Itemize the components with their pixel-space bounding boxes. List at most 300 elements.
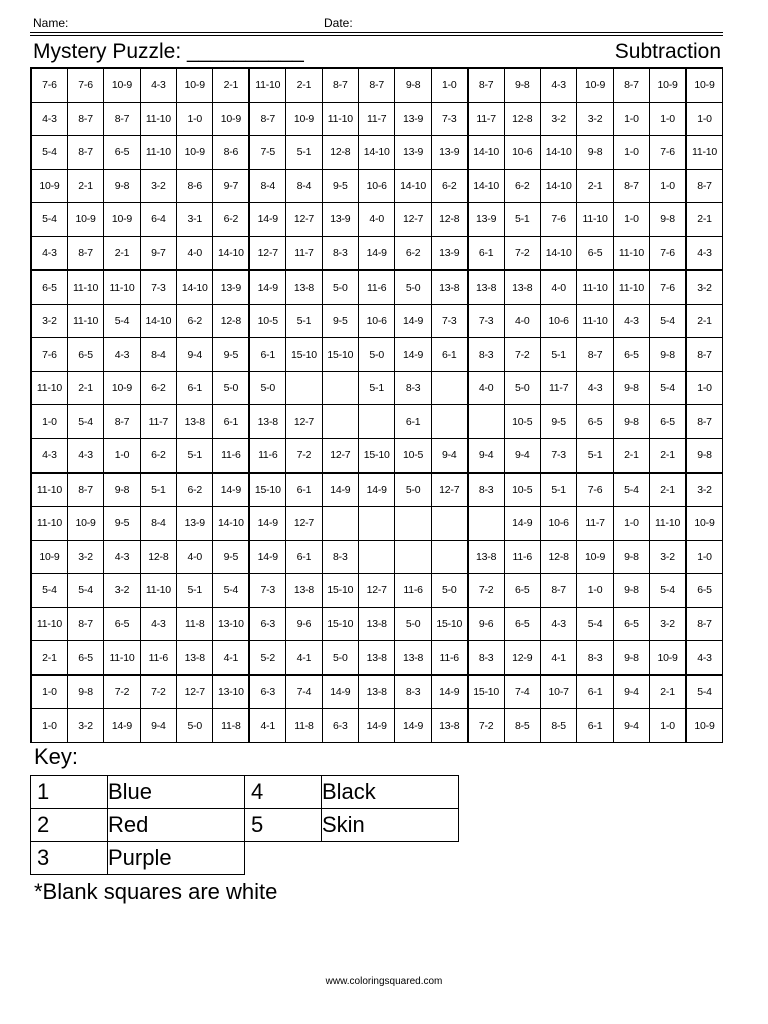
grid-cell[interactable]: 13-9 bbox=[395, 102, 431, 136]
grid-cell[interactable]: 11-6 bbox=[431, 641, 467, 675]
grid-cell[interactable]: 10-9 bbox=[686, 709, 722, 743]
grid-cell[interactable]: 11-10 bbox=[577, 203, 613, 237]
grid-cell[interactable]: 9-5 bbox=[540, 405, 576, 439]
grid-cell[interactable]: 13-8 bbox=[359, 641, 395, 675]
grid-cell[interactable]: 7-4 bbox=[286, 675, 322, 709]
grid-cell[interactable]: 11-10 bbox=[31, 371, 67, 405]
grid-cell[interactable]: 11-7 bbox=[286, 236, 322, 270]
grid-cell[interactable]: 8-7 bbox=[67, 236, 103, 270]
grid-cell[interactable]: 14-9 bbox=[213, 473, 249, 507]
grid-cell[interactable]: 12-8 bbox=[540, 540, 576, 574]
grid-cell[interactable]: 8-7 bbox=[686, 169, 722, 203]
grid-cell[interactable]: 4-3 bbox=[686, 641, 722, 675]
grid-cell[interactable]: 10-5 bbox=[504, 473, 540, 507]
grid-cell[interactable]: 14-10 bbox=[395, 169, 431, 203]
grid-cell[interactable]: 3-2 bbox=[104, 574, 140, 608]
grid-cell[interactable]: 14-10 bbox=[468, 136, 504, 170]
grid-cell[interactable]: 11-10 bbox=[577, 304, 613, 338]
grid-cell[interactable]: 9-8 bbox=[650, 203, 686, 237]
grid-cell[interactable]: 12-7 bbox=[359, 574, 395, 608]
grid-cell[interactable]: 5-4 bbox=[31, 574, 67, 608]
grid-cell[interactable]: 1-0 bbox=[686, 371, 722, 405]
grid-cell[interactable]: 10-6 bbox=[504, 136, 540, 170]
grid-cell[interactable]: 13-8 bbox=[249, 405, 285, 439]
grid-cell[interactable]: 5-4 bbox=[650, 574, 686, 608]
grid-cell[interactable]: 9-5 bbox=[322, 304, 358, 338]
grid-cell[interactable]: 10-9 bbox=[177, 68, 213, 102]
grid-cell[interactable]: 5-4 bbox=[650, 371, 686, 405]
grid-cell[interactable]: 8-7 bbox=[359, 68, 395, 102]
grid-cell[interactable]: 2-1 bbox=[650, 473, 686, 507]
grid-cell[interactable]: 13-8 bbox=[431, 709, 467, 743]
grid-cell[interactable]: 5-0 bbox=[359, 338, 395, 372]
grid-cell[interactable]: 9-8 bbox=[613, 641, 649, 675]
grid-cell[interactable] bbox=[468, 507, 504, 541]
grid-cell[interactable]: 12-9 bbox=[504, 641, 540, 675]
grid-cell[interactable]: 10-9 bbox=[104, 371, 140, 405]
grid-cell[interactable]: 10-9 bbox=[686, 507, 722, 541]
grid-cell[interactable]: 7-6 bbox=[650, 236, 686, 270]
grid-cell[interactable]: 8-7 bbox=[613, 169, 649, 203]
grid-cell[interactable]: 1-0 bbox=[613, 102, 649, 136]
grid-cell[interactable]: 8-3 bbox=[577, 641, 613, 675]
grid-cell[interactable]: 4-3 bbox=[140, 607, 176, 641]
grid-cell[interactable]: 10-9 bbox=[650, 641, 686, 675]
grid-cell[interactable]: 14-9 bbox=[104, 709, 140, 743]
grid-cell[interactable]: 7-6 bbox=[67, 68, 103, 102]
grid-cell[interactable]: 11-10 bbox=[650, 507, 686, 541]
grid-cell[interactable]: 10-9 bbox=[104, 203, 140, 237]
grid-cell[interactable]: 2-1 bbox=[104, 236, 140, 270]
grid-cell[interactable]: 8-3 bbox=[322, 236, 358, 270]
grid-cell[interactable]: 5-4 bbox=[67, 405, 103, 439]
grid-cell[interactable]: 4-3 bbox=[613, 304, 649, 338]
grid-cell[interactable]: 8-4 bbox=[249, 169, 285, 203]
grid-cell[interactable]: 5-0 bbox=[395, 607, 431, 641]
grid-cell[interactable]: 11-8 bbox=[177, 607, 213, 641]
grid-cell[interactable]: 10-9 bbox=[213, 102, 249, 136]
grid-cell[interactable]: 3-2 bbox=[686, 270, 722, 304]
grid-cell[interactable]: 1-0 bbox=[31, 405, 67, 439]
grid-cell[interactable]: 11-10 bbox=[104, 641, 140, 675]
grid-cell[interactable]: 9-8 bbox=[104, 169, 140, 203]
grid-cell[interactable]: 7-6 bbox=[540, 203, 576, 237]
grid-cell[interactable]: 9-4 bbox=[504, 439, 540, 473]
grid-cell[interactable]: 2-1 bbox=[286, 68, 322, 102]
grid-cell[interactable]: 14-10 bbox=[213, 507, 249, 541]
grid-cell[interactable]: 12-8 bbox=[431, 203, 467, 237]
grid-cell[interactable]: 8-7 bbox=[67, 136, 103, 170]
grid-cell[interactable]: 13-9 bbox=[468, 203, 504, 237]
grid-cell[interactable]: 7-2 bbox=[504, 236, 540, 270]
grid-cell[interactable]: 11-6 bbox=[140, 641, 176, 675]
grid-cell[interactable]: 12-7 bbox=[431, 473, 467, 507]
grid-cell[interactable]: 14-9 bbox=[249, 203, 285, 237]
grid-cell[interactable]: 10-9 bbox=[104, 68, 140, 102]
grid-cell[interactable]: 11-10 bbox=[140, 102, 176, 136]
grid-cell[interactable]: 9-6 bbox=[468, 607, 504, 641]
grid-cell[interactable]: 9-4 bbox=[613, 675, 649, 709]
grid-cell[interactable]: 7-3 bbox=[431, 304, 467, 338]
grid-cell[interactable]: 15-10 bbox=[286, 338, 322, 372]
grid-cell[interactable]: 2-1 bbox=[67, 371, 103, 405]
grid-cell[interactable]: 8-3 bbox=[468, 641, 504, 675]
grid-cell[interactable]: 11-7 bbox=[577, 507, 613, 541]
grid-cell[interactable] bbox=[431, 371, 467, 405]
grid-cell[interactable]: 8-7 bbox=[67, 473, 103, 507]
grid-cell[interactable]: 8-4 bbox=[140, 507, 176, 541]
grid-cell[interactable]: 11-10 bbox=[31, 473, 67, 507]
grid-cell[interactable]: 11-8 bbox=[213, 709, 249, 743]
grid-cell[interactable]: 3-2 bbox=[577, 102, 613, 136]
grid-cell[interactable]: 14-10 bbox=[540, 136, 576, 170]
grid-cell[interactable]: 14-9 bbox=[322, 473, 358, 507]
grid-cell[interactable]: 13-10 bbox=[213, 675, 249, 709]
grid-cell[interactable]: 6-5 bbox=[650, 405, 686, 439]
grid-cell[interactable]: 8-7 bbox=[104, 102, 140, 136]
grid-cell[interactable]: 14-10 bbox=[540, 169, 576, 203]
grid-cell[interactable]: 7-4 bbox=[504, 675, 540, 709]
grid-cell[interactable]: 6-1 bbox=[213, 405, 249, 439]
grid-cell[interactable]: 14-9 bbox=[395, 304, 431, 338]
grid-cell[interactable]: 5-4 bbox=[67, 574, 103, 608]
grid-cell[interactable]: 5-0 bbox=[177, 709, 213, 743]
grid-cell[interactable]: 15-10 bbox=[322, 338, 358, 372]
grid-cell[interactable]: 7-3 bbox=[140, 270, 176, 304]
grid-cell[interactable]: 9-8 bbox=[67, 675, 103, 709]
grid-cell[interactable]: 8-3 bbox=[395, 371, 431, 405]
grid-cell[interactable]: 6-3 bbox=[249, 607, 285, 641]
grid-cell[interactable]: 12-7 bbox=[286, 203, 322, 237]
grid-cell[interactable]: 11-10 bbox=[686, 136, 722, 170]
grid-cell[interactable]: 6-3 bbox=[249, 675, 285, 709]
grid-cell[interactable]: 8-7 bbox=[322, 68, 358, 102]
grid-cell[interactable]: 7-6 bbox=[31, 338, 67, 372]
grid-cell[interactable]: 9-8 bbox=[613, 540, 649, 574]
grid-cell[interactable]: 7-3 bbox=[431, 102, 467, 136]
grid-cell[interactable]: 8-7 bbox=[613, 68, 649, 102]
grid-cell[interactable]: 12-8 bbox=[322, 136, 358, 170]
grid-cell[interactable] bbox=[431, 540, 467, 574]
grid-cell[interactable]: 9-4 bbox=[177, 338, 213, 372]
grid-cell[interactable]: 9-4 bbox=[468, 439, 504, 473]
grid-cell[interactable]: 5-0 bbox=[395, 473, 431, 507]
grid-cell[interactable]: 4-3 bbox=[104, 540, 140, 574]
grid-cell[interactable]: 8-7 bbox=[67, 102, 103, 136]
grid-cell[interactable]: 4-0 bbox=[504, 304, 540, 338]
grid-cell[interactable]: 6-5 bbox=[686, 574, 722, 608]
grid-cell[interactable]: 14-10 bbox=[540, 236, 576, 270]
grid-cell[interactable]: 6-5 bbox=[613, 607, 649, 641]
grid-cell[interactable]: 7-6 bbox=[650, 136, 686, 170]
grid-cell[interactable]: 6-2 bbox=[395, 236, 431, 270]
grid-cell[interactable]: 14-10 bbox=[213, 236, 249, 270]
grid-cell[interactable]: 5-1 bbox=[177, 439, 213, 473]
grid-cell[interactable]: 2-1 bbox=[686, 304, 722, 338]
grid-cell[interactable]: 9-8 bbox=[577, 136, 613, 170]
grid-cell[interactable]: 12-7 bbox=[286, 405, 322, 439]
grid-cell[interactable]: 1-0 bbox=[613, 203, 649, 237]
grid-cell[interactable]: 12-7 bbox=[322, 439, 358, 473]
grid-cell[interactable]: 8-5 bbox=[540, 709, 576, 743]
grid-cell[interactable]: 13-8 bbox=[468, 270, 504, 304]
grid-cell[interactable]: 13-8 bbox=[395, 641, 431, 675]
grid-cell[interactable]: 4-1 bbox=[540, 641, 576, 675]
grid-cell[interactable]: 8-7 bbox=[686, 607, 722, 641]
grid-cell[interactable]: 5-4 bbox=[104, 304, 140, 338]
grid-cell[interactable] bbox=[395, 507, 431, 541]
grid-cell[interactable]: 14-9 bbox=[249, 540, 285, 574]
grid-cell[interactable]: 8-6 bbox=[177, 169, 213, 203]
grid-cell[interactable]: 7-3 bbox=[468, 304, 504, 338]
grid-cell[interactable]: 5-1 bbox=[577, 439, 613, 473]
grid-cell[interactable]: 6-5 bbox=[67, 338, 103, 372]
grid-cell[interactable]: 13-10 bbox=[213, 607, 249, 641]
grid-cell[interactable]: 7-6 bbox=[31, 68, 67, 102]
grid-cell[interactable]: 1-0 bbox=[613, 136, 649, 170]
grid-cell[interactable]: 7-2 bbox=[504, 338, 540, 372]
grid-cell[interactable]: 13-8 bbox=[468, 540, 504, 574]
grid-cell[interactable]: 4-3 bbox=[540, 68, 576, 102]
grid-cell[interactable]: 5-2 bbox=[249, 641, 285, 675]
grid-cell[interactable]: 14-9 bbox=[249, 507, 285, 541]
grid-cell[interactable]: 8-7 bbox=[468, 68, 504, 102]
grid-cell[interactable]: 7-2 bbox=[286, 439, 322, 473]
grid-cell[interactable]: 4-3 bbox=[686, 236, 722, 270]
grid-cell[interactable]: 5-1 bbox=[504, 203, 540, 237]
grid-cell[interactable]: 8-3 bbox=[322, 540, 358, 574]
grid-cell[interactable]: 7-2 bbox=[468, 709, 504, 743]
grid-cell[interactable] bbox=[395, 540, 431, 574]
grid-cell[interactable]: 10-9 bbox=[31, 169, 67, 203]
grid-cell[interactable]: 9-8 bbox=[686, 439, 722, 473]
grid-cell[interactable] bbox=[359, 540, 395, 574]
grid-cell[interactable]: 7-2 bbox=[140, 675, 176, 709]
grid-cell[interactable]: 1-0 bbox=[650, 709, 686, 743]
grid-cell[interactable]: 11-10 bbox=[31, 507, 67, 541]
grid-cell[interactable]: 5-1 bbox=[286, 136, 322, 170]
grid-cell[interactable]: 13-8 bbox=[359, 607, 395, 641]
grid-cell[interactable]: 6-1 bbox=[286, 540, 322, 574]
grid-cell[interactable]: 9-8 bbox=[613, 574, 649, 608]
grid-cell[interactable]: 9-6 bbox=[286, 607, 322, 641]
grid-cell[interactable]: 12-7 bbox=[249, 236, 285, 270]
grid-cell[interactable]: 1-0 bbox=[577, 574, 613, 608]
grid-cell[interactable]: 8-5 bbox=[504, 709, 540, 743]
grid-cell[interactable]: 4-0 bbox=[177, 236, 213, 270]
grid-cell[interactable]: 14-10 bbox=[468, 169, 504, 203]
grid-cell[interactable]: 6-5 bbox=[577, 405, 613, 439]
grid-cell[interactable]: 13-9 bbox=[322, 203, 358, 237]
grid-cell[interactable]: 3-2 bbox=[686, 473, 722, 507]
grid-cell[interactable]: 5-4 bbox=[650, 304, 686, 338]
grid-cell[interactable]: 1-0 bbox=[686, 102, 722, 136]
grid-cell[interactable]: 10-7 bbox=[540, 675, 576, 709]
grid-cell[interactable]: 2-1 bbox=[31, 641, 67, 675]
grid-cell[interactable]: 10-9 bbox=[177, 136, 213, 170]
grid-cell[interactable]: 12-8 bbox=[213, 304, 249, 338]
grid-cell[interactable]: 9-8 bbox=[395, 68, 431, 102]
grid-cell[interactable]: 4-0 bbox=[177, 540, 213, 574]
grid-cell[interactable]: 1-0 bbox=[650, 102, 686, 136]
grid-cell[interactable]: 15-10 bbox=[322, 574, 358, 608]
grid-cell[interactable]: 12-8 bbox=[140, 540, 176, 574]
grid-cell[interactable]: 1-0 bbox=[104, 439, 140, 473]
grid-cell[interactable]: 10-9 bbox=[577, 68, 613, 102]
grid-cell[interactable]: 6-1 bbox=[577, 709, 613, 743]
grid-cell[interactable]: 9-4 bbox=[140, 709, 176, 743]
grid-cell[interactable]: 6-2 bbox=[140, 371, 176, 405]
grid-cell[interactable]: 6-1 bbox=[468, 236, 504, 270]
grid-cell[interactable]: 11-10 bbox=[67, 270, 103, 304]
grid-cell[interactable]: 1-0 bbox=[31, 675, 67, 709]
grid-cell[interactable]: 15-10 bbox=[249, 473, 285, 507]
grid-cell[interactable]: 2-1 bbox=[213, 68, 249, 102]
grid-cell[interactable]: 5-4 bbox=[577, 607, 613, 641]
grid-cell[interactable]: 2-1 bbox=[613, 439, 649, 473]
grid-cell[interactable]: 6-5 bbox=[104, 136, 140, 170]
grid-cell[interactable]: 3-2 bbox=[650, 540, 686, 574]
grid-cell[interactable]: 4-3 bbox=[67, 439, 103, 473]
grid-cell[interactable]: 8-7 bbox=[67, 607, 103, 641]
grid-cell[interactable]: 5-1 bbox=[359, 371, 395, 405]
grid-cell[interactable]: 8-4 bbox=[140, 338, 176, 372]
grid-cell[interactable]: 6-5 bbox=[104, 607, 140, 641]
grid-cell[interactable]: 5-4 bbox=[613, 473, 649, 507]
grid-cell[interactable]: 13-8 bbox=[177, 405, 213, 439]
grid-cell[interactable]: 2-1 bbox=[686, 203, 722, 237]
grid-cell[interactable]: 9-8 bbox=[613, 371, 649, 405]
grid-cell[interactable]: 5-0 bbox=[431, 574, 467, 608]
grid-cell[interactable]: 2-1 bbox=[577, 169, 613, 203]
grid-cell[interactable]: 6-2 bbox=[177, 304, 213, 338]
grid-cell[interactable]: 10-9 bbox=[686, 68, 722, 102]
grid-cell[interactable]: 1-0 bbox=[650, 169, 686, 203]
grid-cell[interactable]: 12-7 bbox=[177, 675, 213, 709]
grid-cell[interactable]: 15-10 bbox=[322, 607, 358, 641]
grid-cell[interactable]: 9-4 bbox=[613, 709, 649, 743]
grid-cell[interactable]: 7-2 bbox=[104, 675, 140, 709]
grid-cell[interactable]: 11-6 bbox=[213, 439, 249, 473]
grid-cell[interactable]: 6-5 bbox=[504, 607, 540, 641]
grid-cell[interactable]: 5-0 bbox=[504, 371, 540, 405]
grid-cell[interactable]: 11-10 bbox=[322, 102, 358, 136]
grid-cell[interactable]: 14-9 bbox=[395, 709, 431, 743]
grid-cell[interactable]: 5-1 bbox=[540, 473, 576, 507]
grid-cell[interactable]: 13-9 bbox=[395, 136, 431, 170]
grid-cell[interactable]: 7-3 bbox=[249, 574, 285, 608]
grid-cell[interactable]: 2-1 bbox=[650, 675, 686, 709]
grid-cell[interactable]: 10-9 bbox=[31, 540, 67, 574]
grid-cell[interactable]: 2-1 bbox=[650, 439, 686, 473]
grid-cell[interactable]: 11-7 bbox=[140, 405, 176, 439]
grid-cell[interactable]: 11-6 bbox=[395, 574, 431, 608]
grid-cell[interactable] bbox=[359, 507, 395, 541]
grid-cell[interactable]: 13-8 bbox=[504, 270, 540, 304]
grid-cell[interactable]: 9-8 bbox=[650, 338, 686, 372]
grid-cell[interactable]: 8-3 bbox=[395, 675, 431, 709]
grid-cell[interactable]: 10-9 bbox=[67, 507, 103, 541]
grid-cell[interactable]: 11-7 bbox=[359, 102, 395, 136]
grid-cell[interactable]: 6-2 bbox=[431, 169, 467, 203]
grid-cell[interactable]: 9-7 bbox=[140, 236, 176, 270]
grid-cell[interactable]: 4-3 bbox=[31, 439, 67, 473]
grid-cell[interactable]: 12-7 bbox=[395, 203, 431, 237]
grid-cell[interactable] bbox=[359, 405, 395, 439]
grid-cell[interactable]: 6-1 bbox=[286, 473, 322, 507]
grid-cell[interactable]: 14-10 bbox=[359, 136, 395, 170]
grid-cell[interactable]: 6-2 bbox=[177, 473, 213, 507]
grid-cell[interactable]: 6-1 bbox=[577, 675, 613, 709]
grid-cell[interactable] bbox=[286, 371, 322, 405]
grid-cell[interactable]: 13-8 bbox=[286, 574, 322, 608]
grid-cell[interactable]: 5-0 bbox=[322, 270, 358, 304]
grid-cell[interactable]: 8-7 bbox=[686, 405, 722, 439]
grid-cell[interactable]: 6-5 bbox=[504, 574, 540, 608]
grid-cell[interactable]: 6-1 bbox=[395, 405, 431, 439]
grid-cell[interactable]: 5-1 bbox=[177, 574, 213, 608]
grid-cell[interactable]: 11-10 bbox=[613, 236, 649, 270]
grid-cell[interactable]: 14-9 bbox=[504, 507, 540, 541]
grid-cell[interactable]: 12-8 bbox=[504, 102, 540, 136]
grid-cell[interactable]: 6-5 bbox=[613, 338, 649, 372]
grid-cell[interactable]: 8-7 bbox=[686, 338, 722, 372]
grid-cell[interactable]: 14-10 bbox=[177, 270, 213, 304]
grid-cell[interactable]: 13-8 bbox=[177, 641, 213, 675]
grid-cell[interactable]: 4-3 bbox=[31, 236, 67, 270]
grid-cell[interactable]: 14-9 bbox=[249, 270, 285, 304]
grid-cell[interactable]: 10-9 bbox=[67, 203, 103, 237]
grid-cell[interactable]: 6-2 bbox=[140, 439, 176, 473]
grid-cell[interactable]: 6-4 bbox=[140, 203, 176, 237]
grid-cell[interactable]: 10-6 bbox=[540, 304, 576, 338]
grid-cell[interactable]: 14-9 bbox=[359, 473, 395, 507]
grid-cell[interactable]: 7-3 bbox=[540, 439, 576, 473]
grid-cell[interactable]: 3-2 bbox=[140, 169, 176, 203]
grid-cell[interactable]: 5-0 bbox=[395, 270, 431, 304]
grid-cell[interactable]: 4-3 bbox=[104, 338, 140, 372]
grid-cell[interactable] bbox=[322, 405, 358, 439]
grid-cell[interactable] bbox=[431, 405, 467, 439]
grid-cell[interactable]: 11-8 bbox=[286, 709, 322, 743]
grid-cell[interactable]: 13-9 bbox=[213, 270, 249, 304]
grid-cell[interactable]: 7-2 bbox=[468, 574, 504, 608]
grid-cell[interactable]: 11-10 bbox=[140, 574, 176, 608]
grid-cell[interactable]: 11-7 bbox=[540, 371, 576, 405]
grid-cell[interactable]: 11-10 bbox=[577, 270, 613, 304]
grid-cell[interactable]: 13-9 bbox=[431, 136, 467, 170]
grid-cell[interactable]: 4-3 bbox=[577, 371, 613, 405]
grid-cell[interactable]: 6-1 bbox=[249, 338, 285, 372]
grid-cell[interactable]: 1-0 bbox=[686, 540, 722, 574]
grid-cell[interactable]: 8-3 bbox=[468, 338, 504, 372]
grid-cell[interactable]: 6-2 bbox=[213, 203, 249, 237]
grid-cell[interactable]: 14-9 bbox=[359, 236, 395, 270]
grid-cell[interactable]: 13-9 bbox=[431, 236, 467, 270]
grid-cell[interactable]: 5-1 bbox=[140, 473, 176, 507]
grid-cell[interactable]: 4-0 bbox=[468, 371, 504, 405]
grid-cell[interactable]: 6-5 bbox=[67, 641, 103, 675]
grid-cell[interactable]: 14-10 bbox=[140, 304, 176, 338]
grid-cell[interactable] bbox=[468, 405, 504, 439]
grid-cell[interactable]: 2-1 bbox=[67, 169, 103, 203]
grid-cell[interactable]: 10-5 bbox=[249, 304, 285, 338]
grid-cell[interactable]: 10-6 bbox=[359, 304, 395, 338]
grid-cell[interactable]: 4-1 bbox=[249, 709, 285, 743]
grid-cell[interactable]: 4-1 bbox=[286, 641, 322, 675]
grid-cell[interactable]: 4-3 bbox=[540, 607, 576, 641]
grid-cell[interactable]: 1-0 bbox=[613, 507, 649, 541]
